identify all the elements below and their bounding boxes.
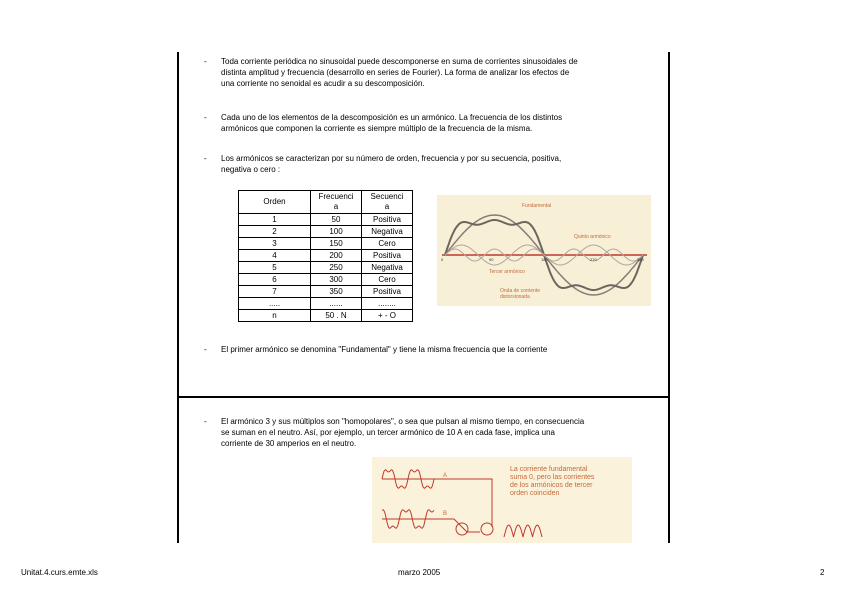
header-orden: Orden — [239, 191, 311, 214]
tick-90: 90 — [489, 257, 494, 262]
bullet-line: Toda corriente periódica no sinusoidal puede descomponerse en suma de corrientes sinusoidales de — [221, 57, 578, 66]
bullet-line: Los armónicos se caracterizan por su número de orden, frecuencia y por su secuencia, positiva, — [221, 154, 562, 163]
table-cell: 100 — [311, 226, 362, 238]
table-cell: Cero — [362, 238, 413, 250]
label-third: Tercer armónico — [489, 269, 525, 275]
table-row — [239, 286, 413, 298]
phase-b-line — [382, 519, 480, 532]
label-distorted-1: Onda de corriente — [500, 288, 541, 294]
footer-date: marzo 2005 — [398, 568, 441, 577]
table-cell: + - O — [362, 310, 413, 322]
table-cell: Negativa — [362, 262, 413, 274]
bullet-line: se suman en el neutro. Así, por ejemplo, un tercer armónico de 10 A en cada fase, implica una — [221, 428, 555, 437]
section-divider — [177, 396, 670, 398]
phase-label-b: B — [443, 511, 448, 517]
table-cell: Negativa — [362, 226, 413, 238]
page-left-border-bottom — [177, 398, 179, 543]
tick-270: 270 — [590, 257, 597, 262]
footer-filename: Unitat.4.curs.emte.xls — [21, 568, 98, 577]
bullet-line: armónicos que componen la corriente es siempre múltiplo de la frecuencia de la misma. — [221, 124, 533, 133]
table-cell: 4 — [239, 250, 311, 262]
harmonics-wave-figure — [437, 195, 651, 306]
table-cell: 1 — [239, 214, 311, 226]
footer-page-number: 2 — [820, 568, 825, 577]
table-row — [239, 250, 413, 262]
table-cell: ..... — [239, 298, 311, 310]
table-cell: 6 — [239, 274, 311, 286]
page-left-border-top — [177, 52, 179, 397]
header-frecuencia: Frecuenci a — [311, 191, 362, 214]
table-row — [239, 298, 413, 310]
page-right-border-top — [668, 52, 670, 397]
label-fundamental: Fundamental — [522, 203, 552, 209]
harmonics-table — [238, 190, 413, 322]
header-secuencia: Secuenci a — [362, 191, 413, 214]
table-cell: ...... — [311, 298, 362, 310]
neutral-wave — [504, 525, 542, 537]
table-cell: Positiva — [362, 250, 413, 262]
neutral-current-figure — [372, 457, 632, 543]
table-row — [239, 238, 413, 250]
table-cell: 250 — [311, 262, 362, 274]
table-cell: Cero — [362, 274, 413, 286]
table-cell: 350 — [311, 286, 362, 298]
table-cell: 3 — [239, 238, 311, 250]
table-cell: 2 — [239, 226, 311, 238]
table-cell: Positiva — [362, 214, 413, 226]
table-cell: ........ — [362, 298, 413, 310]
table-cell: 150 — [311, 238, 362, 250]
bullet-line: Cada uno de los elementos de la descomposición es un armónico. La frecuencia de los distintos — [221, 113, 563, 122]
tick-360: 360 — [637, 257, 644, 262]
table-row — [239, 310, 413, 322]
circuit-note-2: suma 0, pero las corrientes — [510, 474, 595, 481]
table-cell: 5 — [239, 262, 311, 274]
circuit-note-4: orden coinciden — [510, 490, 560, 497]
bullet-line: negativa o cero : — [221, 165, 281, 174]
table-cell: 7 — [239, 286, 311, 298]
label-fifth: Quinto armónico — [574, 234, 611, 240]
table-cell: Positiva — [362, 286, 413, 298]
circuit-note-1: La corriente fundamental — [510, 466, 588, 473]
table-row — [239, 262, 413, 274]
bullet-line: distinta amplitud y frecuencia (desarrollo en series de Fourier). La forma de analizar los efectos de — [221, 68, 570, 77]
table-cell: 50 — [311, 214, 362, 226]
bullet-line: El armónico 3 y sus múltiplos son "homopolares", o sea que pulsan al mismo tiempo, en consecuencia — [221, 417, 585, 426]
tick-0: 0 — [441, 257, 444, 262]
label-distorted-2: distorsionada — [500, 294, 530, 300]
table-row — [239, 214, 413, 226]
phase-label-a: A — [443, 473, 448, 479]
page-right-border-bottom — [668, 398, 670, 543]
table-cell: 300 — [311, 274, 362, 286]
table-cell: n — [239, 310, 311, 322]
tick-180: 180 — [541, 257, 548, 262]
bullet-line: corriente de 30 amperios en el neutro. — [221, 439, 357, 448]
table-cell: 200 — [311, 250, 362, 262]
load-symbol-2 — [481, 523, 493, 535]
table-header-row — [239, 191, 413, 214]
wave-svg — [437, 195, 651, 306]
bullet-line: El primer armónico se denomina "Fundamental" y tiene la misma frecuencia que la corriente — [221, 345, 548, 354]
circuit-note-3: de los armónicos de tercer — [510, 482, 593, 489]
table-row — [239, 274, 413, 286]
table-row — [239, 226, 413, 238]
table-cell: 50 . N — [311, 310, 362, 322]
circuit-svg — [372, 457, 632, 543]
load-symbol-1 — [456, 523, 468, 535]
bullet-line: una corriente no senoidal es acudir a su descomposición. — [221, 79, 425, 88]
phase-a-line — [382, 479, 492, 527]
